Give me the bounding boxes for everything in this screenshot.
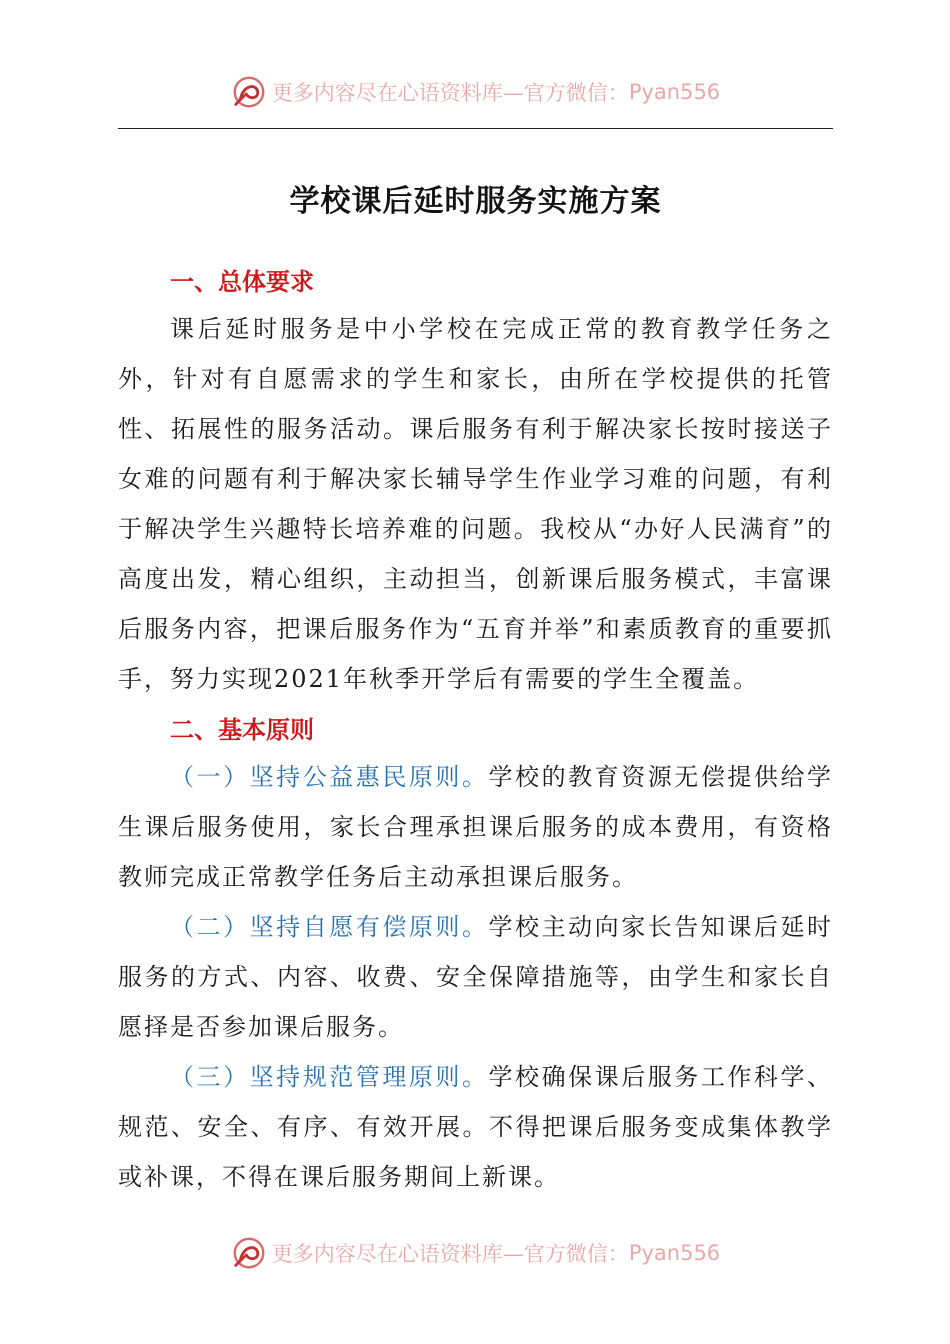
principle-text-2: 学校主动向家长告知课后延时服务的方式、内容、收费、安全保障措施等，由学生和家长自愿择是否参加课后服务。 (118, 913, 833, 1041)
paragraph-principle-3 (118, 1052, 833, 1202)
paragraph-principle-2 (118, 902, 833, 1052)
principle-text-3: 学校确保课后服务工作科学、规范、安全、有序、有效开展。不得把课后服务变成集体教学或补课，不得在课后服务期间上新课。 (118, 1063, 833, 1191)
watermark-text: 更多内容尽在心语资料库—官方微信： (271, 81, 629, 105)
watermark-wechat-id: Pyan556 (628, 1241, 721, 1265)
paragraph-principle-1 (118, 752, 833, 902)
section-heading-basic-principles: 二、基本原则 (170, 716, 314, 744)
swirl-logo-icon (230, 73, 268, 111)
document-title: 学校课后延时服务实施方案 (289, 184, 662, 219)
watermark-header (0, 72, 950, 112)
watermark-footer (0, 1233, 950, 1273)
principle-label-2: （二）坚持自愿有偿原则。 (170, 913, 489, 941)
watermark-wechat-id: Pyan556 (628, 80, 721, 104)
document-body (118, 256, 833, 1202)
principle-text-1: 学校的教育资源无偿提供给学生课后服务使用，家长合理承担课后服务的成本费用，有资格教师完成正常教学任务后主动承担课后服务。 (118, 763, 833, 891)
principle-label-1: （一）坚持公益惠民原则。 (170, 763, 489, 791)
header-divider (118, 128, 833, 129)
principle-label-3: （三）坚持规范管理原则。 (170, 1063, 489, 1091)
swirl-logo-icon (230, 1234, 268, 1272)
section-heading-general-requirements: 一、总体要求 (170, 268, 314, 296)
paragraph-general-requirements: 课后延时服务是中小学校在完成正常的教育教学任务之外，针对有自愿需求的学生和家长，由所在学校提供的托管性、拓展性的服务活动。课后服务有利于解决家长按时接送子女难的问题有利于解决家长辅导学生作业学习难的问题，有利于解决学生兴趣特长培养难的问题。我校从“办好人民满育”的高度出发，精心组织，主动担当，创新课后服务模式，丰富课后服务内容，把课后服务作为“五育并举”和素质教育的重要抓手，努力实现2021年秋季开学后有需要的学生全覆盖。 (118, 315, 833, 693)
watermark-text: 更多内容尽在心语资料库—官方微信： (271, 1242, 629, 1266)
